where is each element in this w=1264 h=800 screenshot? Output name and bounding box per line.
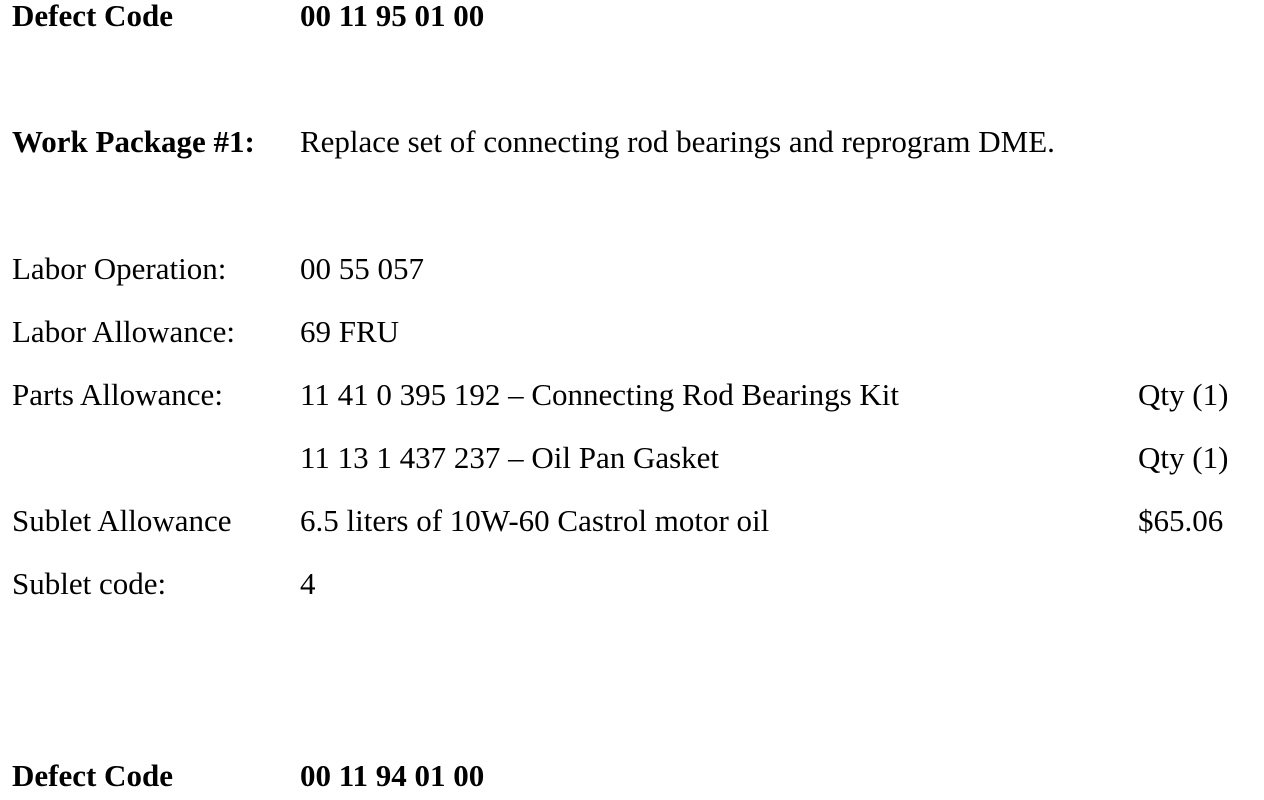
work-package-row [0,122,1264,162]
defect-code-value: 00 11 94 01 00 [300,758,485,793]
parts-allowance-row [0,375,1264,415]
work-package-label: Work Package #1: [12,124,255,159]
sublet-allowance-description: 6.5 liters of 10W-60 Castrol motor oil [300,503,770,538]
sublet-allowance-amount: $65.06 [1138,503,1224,538]
defect-code-label: Defect Code [12,0,173,33]
labor-operation-value: 00 55 057 [300,251,424,286]
labor-operation-row [0,249,1264,289]
sublet-allowance-label: Sublet Allowance [12,503,232,538]
defect-code-row-2 [0,756,1264,796]
labor-allowance-row [0,312,1264,352]
labor-allowance-label: Labor Allowance: [12,314,235,349]
work-package-description: Replace set of connecting rod bearings and reprogram DME. [300,124,1055,159]
parts-allowance-label: Parts Allowance: [12,377,223,412]
defect-code-row-1 [0,0,1264,36]
sublet-code-row [0,564,1264,604]
sublet-allowance-row [0,501,1264,541]
defect-code-value: 00 11 95 01 00 [300,0,485,33]
labor-operation-label: Labor Operation: [12,251,227,286]
sublet-code-label: Sublet code: [12,566,167,601]
labor-allowance-value: 69 FRU [300,314,400,349]
parts-allowance-row [0,438,1264,478]
defect-code-label: Defect Code [12,758,173,793]
part-quantity: Qty (1) [1138,440,1229,475]
sublet-code-value: 4 [300,566,316,601]
part-quantity: Qty (1) [1138,377,1229,412]
part-description: 11 41 0 395 192 – Connecting Rod Bearings Kit [300,377,900,412]
part-description: 11 13 1 437 237 – Oil Pan Gasket [300,440,720,475]
